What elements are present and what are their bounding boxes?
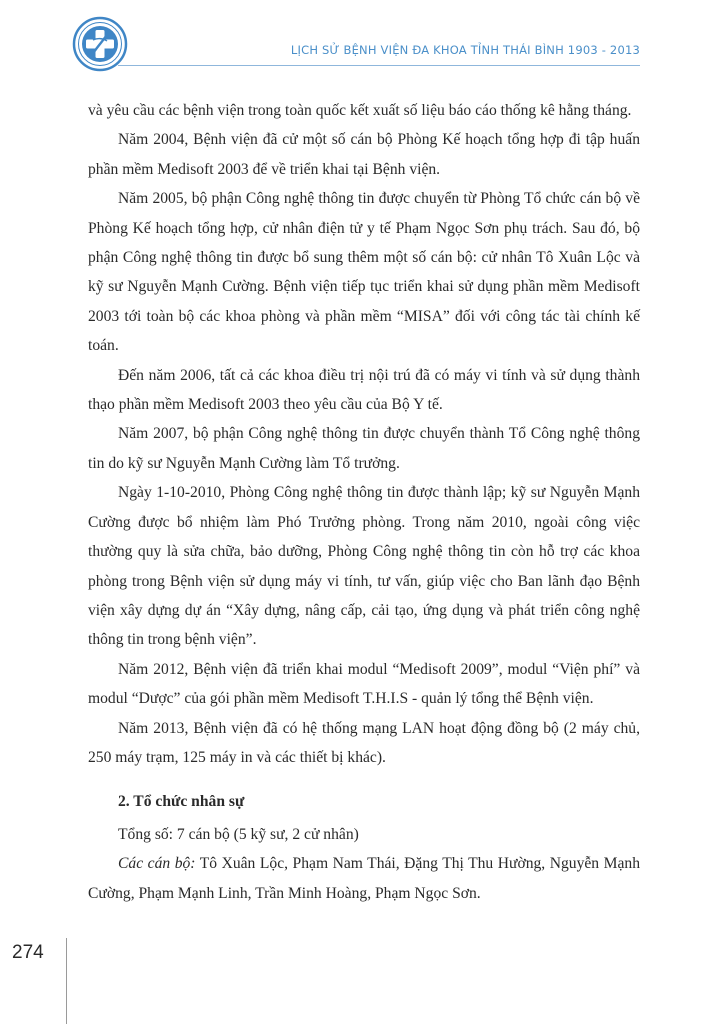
header-divider: [118, 65, 640, 66]
running-head-title: LỊCH SỬ BỆNH VIỆN ĐA KHOA TỈNH THÁI BÌNH 1903 - 2013: [290, 43, 640, 57]
body-paragraph: Năm 2012, Bệnh viện đã triển khai modul “Medisoft 2009”, modul “Viện phí” và modul “Dược” của gói phần mềm Medisoft T.H.I.S - quản lý tổng thể Bệnh viện.: [88, 660, 640, 708]
hospital-emblem-icon: [72, 16, 128, 72]
body-paragraph: Năm 2007, bộ phận Công nghệ thông tin được chuyển thành Tổ Công nghệ thông tin do kỹ sư Nguyễn Mạnh Cường làm Tổ trưởng.: [88, 425, 640, 472]
page-number: 274: [12, 942, 44, 963]
body-paragraph: Năm 2004, Bệnh viện đã cử một số cán bộ Phòng Kế hoạch tổng hợp đi tập huấn phần mềm Medisoft 2003 để về triển khai tại Bệnh viện.: [88, 131, 640, 178]
body-paragraph: Năm 2005, bộ phận Công nghệ thông tin được chuyển từ Phòng Tổ chức cán bộ về Phòng Kế hoạch tổng hợp, cử nhân điện tử y tế Phạm Ngọc Sơn phụ trách. Sau đó, bộ phận Công nghệ thông tin được bổ sung thêm một số cán bộ: cử nhân Tô Xuân Lộc và kỹ sư Nguyễn Mạnh Cường. Bệnh viện tiếp tục triển khai sử dụng phần mềm Medisoft 2003 tới toàn bộ các khoa phòng và phần mềm “MISA” đối với công tác tài chính kế toán.: [88, 190, 640, 355]
staff-names: Tô Xuân Lộc, Phạm Nam Thái, Đặng Thị Thu Hường, Nguyễn Mạnh Cường, Phạm Mạnh Linh, Trần Minh Hoàng, Phạm Ngọc Sơn.: [88, 855, 641, 902]
body-paragraph: Năm 2013, Bệnh viện đã có hệ thống mạng LAN hoạt động đồng bộ (2 máy chủ, 250 máy trạm, 125 máy in và các thiết bị khác).: [88, 719, 640, 766]
margin-divider: [66, 938, 67, 1024]
body-paragraph: Ngày 1-10-2010, Phòng Công nghệ thông tin được thành lập; kỹ sư Nguyễn Mạnh Cường được bổ nhiệm làm Phó Trưởng phòng. Trong năm 2010, ngoài công việc thường quy là sửa chữa, bảo dưỡng, Phòng Công nghệ thông tin còn hỗ trợ các khoa phòng trong Bệnh viện sử dụng máy vi tính, tư vấn, giúp việc cho Ban lãnh đạo Bệnh viện xây dựng dự án “Xây dựng, nâng cấp, cải tạo, ứng dụng và phát triển công nghệ thông tin trong bệnh viện”.: [88, 484, 640, 649]
page-body: [88, 96, 640, 908]
body-paragraph: và yêu cầu các bệnh viện trong toàn quốc kết xuất số liệu báo cáo thống kê hằng tháng.: [88, 102, 632, 119]
body-paragraph: Đến năm 2006, tất cả các khoa điều trị nội trú đã có máy vi tính và sử dụng thành thạo phần mềm Medisoft 2003 theo yêu cầu của Bộ Y tế.: [88, 366, 640, 414]
staff-list-label: Các cán bộ:: [118, 855, 196, 873]
staff-list: [88, 849, 640, 908]
section-heading: 2. Tổ chức nhân sự: [118, 793, 245, 811]
staff-total: Tổng số: 7 cán bộ (5 kỹ sư, 2 cử nhân): [118, 825, 359, 843]
